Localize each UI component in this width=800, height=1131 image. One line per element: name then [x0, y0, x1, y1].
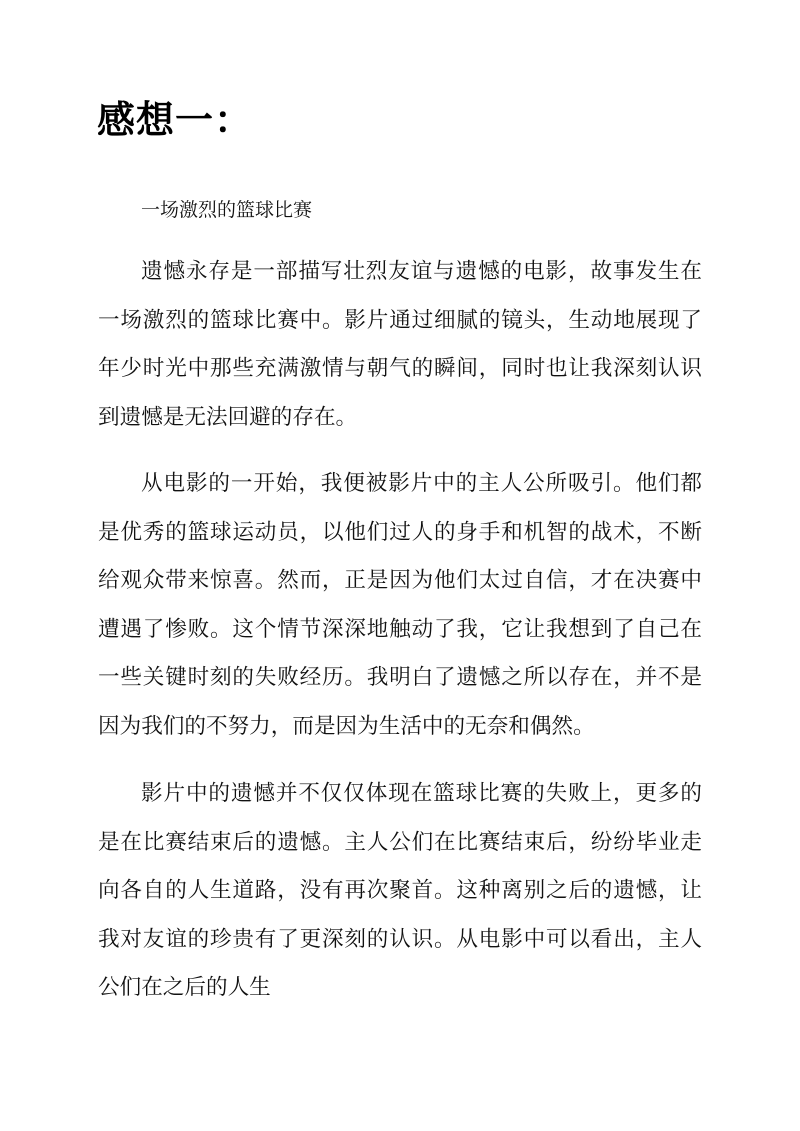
paragraph-1: 遗憾永存是一部描写壮烈友谊与遗憾的电影，故事发生在一场激烈的篮球比赛中。影片通过细腻的镜头，生动地展现了年少时光中那些充满激情与朝气的瞬间，同时也让我深刻认识到遗憾是无法回避的存在。	[98, 259, 702, 430]
paragraph-3: 影片中的遗憾并不仅仅体现在篮球比赛的失败上，更多的是在比赛结束后的遗憾。主人公们在比赛结束后，纷纷毕业走向各自的人生道路，没有再次聚首。这种离别之后的遗憾，让我对友谊的珍贵有了更深刻的认识。从电影中可以看出，主人公们在之后的人生	[98, 781, 702, 1000]
paragraph-2: 从电影的一开始，我便被影片中的主人公所吸引。他们都是优秀的篮球运动员，以他们过人的身手和机智的战术，不断给观众带来惊喜。然而，正是因为他们太过自信，才在决赛中遭遇了惨败。这个情节深深地触动了我，它让我想到了自己在一些关键时刻的失败经历。我明白了遗憾之所以存在，并不是因为我们的不努力，而是因为生活中的无奈和偶然。	[98, 471, 702, 739]
page-title: 感想一：	[97, 97, 254, 142]
subtitle: 一场激烈的篮球比赛	[141, 199, 313, 221]
